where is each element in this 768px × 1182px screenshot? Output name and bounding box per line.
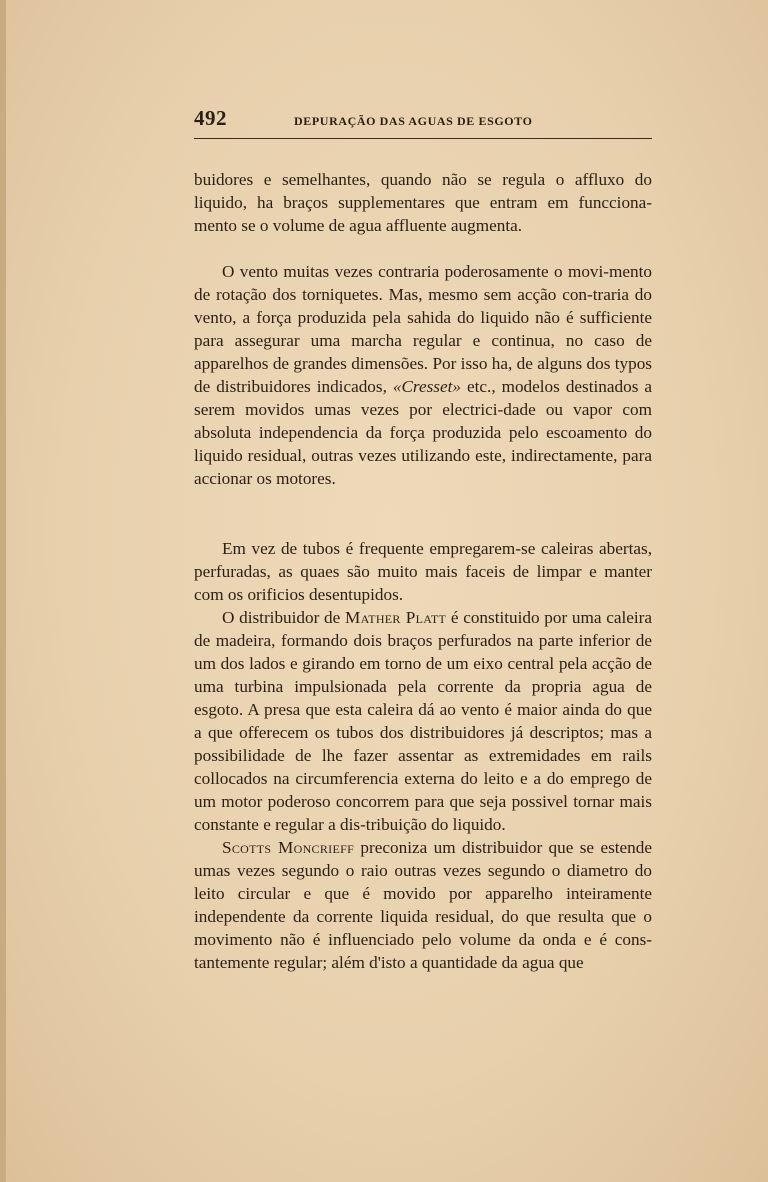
scotts-moncrieff-name: Scotts Moncrieff (222, 838, 355, 857)
text-block-top (194, 168, 652, 237)
mather-platt-name: Mather Platt (344, 608, 447, 627)
paragraph-caleiras: Em vez de tubos é frequente empregarem-se caleiras abertas, perfuradas, as quaes são muito mais faceis de limpar e manter com os orificios desentupidos. (194, 539, 652, 604)
cresset-term: «Cresset» (392, 377, 461, 396)
paragraph-mather-platt (194, 606, 652, 836)
running-title: DEPURAÇÃO DAS AGUAS DE ESGOTO (294, 114, 533, 128)
paragraph-continuation: buidores e semelhantes, quando não se regula o affluxo do liquido, ha braços supplementares que entram em funcciona-mento se o volume de agua affluente augmenta. (194, 170, 652, 235)
paragraph-mather-platt-text-a: O distribuidor de (222, 608, 345, 627)
paragraph-scotts-moncrieff (194, 836, 652, 974)
page-header (194, 104, 652, 139)
paragraph-wind-text-b: etc., modelos destinados a serem movidos umas vezes por electrici-dade ou vapor com absoluta independencia da força produzida pelo escoamento do liquido residual, outras vezes utilizando este, indirectamente, para accionar os motores. (194, 377, 652, 488)
page-number: 492 (194, 106, 227, 130)
paragraph-wind (194, 260, 652, 490)
paragraph-scotts-moncrieff-text: preconiza um distribuidor que se estende umas vezes segundo o raio outras vezes segundo o diametro do leito circular e que é movido por apparelho inteiramente independente da corrente liquida residual, do que resulta que o movimento não é influenciado pelo volume da onda e é cons-tantemente regular; além d'isto a quantidade da agua que (194, 838, 652, 972)
text-block-wind (194, 260, 652, 490)
paragraph-mather-platt-text-b: é constituido por uma caleira de madeira, formando dois braços perfurados na parte inferior de um dos lados e girando em torno de um eixo central pela acção de uma turbina impulsionada pela corrente da propria agua de esgoto. A presa que esta caleira dá ao vento é maior ainda do que a que offerecem os tubos dos distribuidores já descriptos; mas a possibilidade de lhe fazer assentar as extremidades em rails collocados na circumferencia externa do leito e a do emprego de um motor poderoso concorrem para que seja possivel tornar mais constante e regular a dis-tribuição do liquido. (194, 608, 653, 834)
paragraph-wind-text-a: O vento muitas vezes contraria poderosamente o movi-mento de rotação dos torniquetes. Mas, mesmo sem acção con-traria do vento, a força produzida pela sahida do liquido não é sufficiente para assegurar uma marcha regular e continua, no caso de apparelhos de grandes dimensões. Por isso ha, de alguns dos typos de distribuidores indicados, (194, 262, 652, 396)
text-block-distributors (194, 537, 652, 974)
